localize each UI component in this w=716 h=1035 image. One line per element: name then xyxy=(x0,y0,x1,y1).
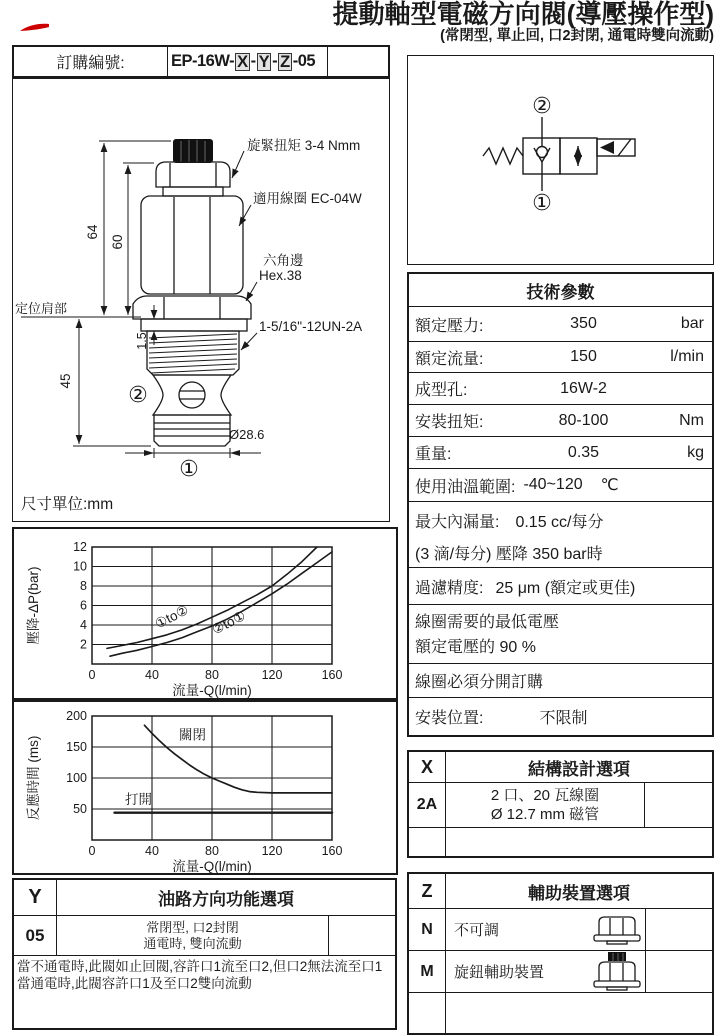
tech-value: 80-100 xyxy=(558,411,609,429)
tech-row-temperature xyxy=(409,469,712,502)
tech-note: 線圈必須分開訂購 xyxy=(415,674,544,691)
torque-label: 旋緊扭矩 3-4 Nmm xyxy=(247,138,361,153)
x-row-code: 2A xyxy=(409,783,446,827)
tech-value: 25 μm (額定或更佳) xyxy=(495,579,636,597)
svg-text:6: 6 xyxy=(80,598,87,613)
tech-value: 150 xyxy=(570,348,597,365)
y-table-title: 油路方向功能選項 xyxy=(158,890,294,909)
svg-text:200: 200 xyxy=(66,709,87,723)
pressure-drop-chart-box xyxy=(12,527,398,700)
hex-nut-icon xyxy=(593,915,641,945)
z-table-title: 輔助裝置選項 xyxy=(528,883,630,903)
x-table-title: 結構設計選項 xyxy=(528,759,630,779)
svg-text:2: 2 xyxy=(80,637,87,652)
tech-label: 重量: xyxy=(415,446,452,463)
shoulder-label: 定位肩部 xyxy=(15,301,68,316)
tech-unit: bar xyxy=(680,315,704,332)
z-row-code: N xyxy=(409,909,446,950)
tech-label: 最大內漏量: xyxy=(415,514,500,531)
order-number-label: 訂購編號: xyxy=(56,55,125,72)
dim-45: 45 xyxy=(58,373,73,389)
tech-value: 0.15 cc/每分 xyxy=(515,514,604,531)
tech-note: (3 滴/每分) 壓降 350 bar時 xyxy=(415,546,603,563)
svg-text:100: 100 xyxy=(66,771,87,785)
tech-value: 0.35 xyxy=(567,443,600,461)
z-table-row-n xyxy=(409,909,712,951)
y-note-line2: 當通電時,此閥容許口1及至口2雙向流動 xyxy=(17,976,252,991)
tech-label: 過濾精度: xyxy=(415,579,484,597)
x-table-row-2a xyxy=(409,783,712,828)
order-code xyxy=(167,47,328,76)
y-table-note xyxy=(14,956,395,994)
thread-label: 1-5/16"-12UN-2A xyxy=(259,319,363,334)
hex-label-line2: Hex.38 xyxy=(259,268,302,283)
response-time-chart xyxy=(14,702,396,873)
z-table-code: Z xyxy=(409,874,446,908)
svg-text:160: 160 xyxy=(321,668,343,682)
dimension-unit-note: 尺寸單位:mm xyxy=(21,496,114,513)
order-option-z: Z xyxy=(280,52,290,71)
coil-label: 適用線圈 EC-04W xyxy=(253,191,362,206)
svg-text:4: 4 xyxy=(80,618,87,632)
y-option-table xyxy=(12,878,397,1030)
tech-row-mounting xyxy=(409,698,712,735)
svg-text:160: 160 xyxy=(321,844,343,858)
svg-text:150: 150 xyxy=(66,740,87,754)
tech-title: 技術參數 xyxy=(409,274,712,307)
tech-row-filtration xyxy=(409,568,712,605)
valve-drawing-box xyxy=(12,78,390,522)
symbol-port-top: ② xyxy=(532,93,552,118)
svg-text:50: 50 xyxy=(73,802,87,816)
tech-value: -40~120 xyxy=(523,476,583,493)
z-table-row-m xyxy=(409,951,712,993)
svg-text:40: 40 xyxy=(145,844,159,858)
order-number-box xyxy=(12,45,390,78)
svg-text:0: 0 xyxy=(88,668,96,682)
tech-row-weight xyxy=(409,437,712,469)
symbol-port-bottom: ① xyxy=(532,190,552,215)
tech-unit: ℃ xyxy=(600,477,619,494)
svg-text:關閉: 關閉 xyxy=(179,727,206,743)
hydraulic-symbol xyxy=(408,56,712,263)
svg-text:8: 8 xyxy=(80,579,87,593)
order-dash-2: - xyxy=(272,52,278,70)
page-title: 提動軸型電磁方向閥(導壓操作型) xyxy=(332,0,714,29)
svg-text:120: 120 xyxy=(261,668,283,682)
svg-text:打開: 打開 xyxy=(125,792,152,808)
svg-text:10: 10 xyxy=(73,559,87,574)
svg-text:80: 80 xyxy=(205,844,219,858)
dim-60: 60 xyxy=(110,234,125,250)
y-table-row-05 xyxy=(14,916,395,956)
drawing-labels xyxy=(15,137,362,513)
tech-parameters-table xyxy=(407,272,714,737)
port-2-marker: ② xyxy=(128,382,148,407)
svg-text:反應時間 (ms): 反應時間 (ms) xyxy=(26,735,41,821)
tech-unit: Nm xyxy=(679,411,704,429)
order-code-prefix: EP-16W- xyxy=(171,52,235,70)
tech-row-coil-order xyxy=(409,664,712,698)
tech-value: 不限制 xyxy=(539,710,588,727)
y-row-desc-line1: 常閉型, 口2封閉 xyxy=(146,919,239,935)
z-table-empty-row xyxy=(409,993,712,1033)
page-title-block xyxy=(294,0,714,45)
dim-1-5: 1.5 xyxy=(135,332,149,350)
tech-label: 安裝扭矩: xyxy=(415,414,484,431)
y-row-empty-cell xyxy=(328,916,395,955)
svg-text:12: 12 xyxy=(73,540,87,554)
tech-row-leakage xyxy=(409,502,712,568)
page-subtitle: (常閉型, 單止回, 口2封閉, 通電時雙向流動) xyxy=(440,28,714,44)
dim-64: 64 xyxy=(85,224,100,240)
tech-row-cavity xyxy=(409,373,712,405)
tech-value: 350 xyxy=(570,315,597,332)
svg-text:0: 0 xyxy=(88,844,96,858)
y-row-desc-line2: 通電時, 雙向流動 xyxy=(143,935,242,951)
tech-value: 16W-2 xyxy=(560,379,607,397)
x-row-desc-line1: 2 口、20 瓦線圈 xyxy=(490,787,600,804)
svg-text:120: 120 xyxy=(261,844,283,858)
tech-label: 成型孔: xyxy=(415,382,468,399)
tech-label: 額定壓力: xyxy=(415,317,484,335)
tech-unit: kg xyxy=(687,443,704,461)
x-table-code: X xyxy=(409,752,446,782)
tech-row-torque xyxy=(409,405,712,437)
tech-unit: l/min xyxy=(670,348,704,365)
svg-text:②to①: ②to① xyxy=(209,607,248,638)
x-row-desc-line2: Ø 12.7 mm 磁管 xyxy=(490,806,600,823)
tech-row-min-voltage xyxy=(409,605,712,664)
y-table-code: Y xyxy=(14,880,57,915)
hex-label-line1: 六角邊 xyxy=(263,253,304,268)
tech-note: 額定電壓的 90 % xyxy=(415,639,536,656)
order-dash-1: - xyxy=(250,52,256,70)
tech-row-flow xyxy=(409,342,712,373)
port-1-marker: ① xyxy=(179,456,199,481)
svg-text:80: 80 xyxy=(205,668,219,682)
pressure-drop-chart xyxy=(14,529,396,698)
order-code-suffix: -05 xyxy=(292,52,316,70)
tech-label: 安裝位置: xyxy=(415,710,484,727)
knob-icon xyxy=(593,952,641,992)
red-logo-swoosh-icon xyxy=(18,21,52,36)
tech-label: 使用油溫範圍: xyxy=(415,478,516,496)
order-option-y: Y xyxy=(258,52,270,71)
z-row-label: 不可調 xyxy=(454,922,500,939)
svg-text:流量-Q(l/min): 流量-Q(l/min) xyxy=(172,859,252,873)
x-option-table xyxy=(407,750,714,858)
hydraulic-symbol-box xyxy=(407,55,714,265)
y-note-line1: 當不通電時,此閥如止回閥,容許口1流至口2,但口2無法流至口1 xyxy=(17,959,383,974)
svg-text:壓降-ΔP(bar): 壓降-ΔP(bar) xyxy=(26,566,41,645)
svg-text:①to②: ①to② xyxy=(152,602,191,632)
x-row-empty-cell xyxy=(644,783,712,827)
x-table-empty-row xyxy=(409,828,712,856)
z-option-table xyxy=(407,872,714,1035)
response-time-chart-box xyxy=(12,700,398,875)
valve-drawing xyxy=(13,79,388,519)
y-row-code: 05 xyxy=(14,916,57,955)
tech-note: 線圈需要的最低電壓 xyxy=(415,614,560,631)
z-row-code: M xyxy=(409,951,446,992)
svg-text:流量-Q(l/min): 流量-Q(l/min) xyxy=(172,683,252,698)
svg-text:40: 40 xyxy=(145,668,159,682)
tech-row-pressure xyxy=(409,307,712,342)
dim-diameter: Ø28.6 xyxy=(229,427,265,442)
symbol-graphics xyxy=(483,93,635,215)
z-row-empty-cell xyxy=(645,951,712,992)
order-option-x: X xyxy=(237,52,248,71)
valve-outline xyxy=(133,139,251,446)
dimension-lines xyxy=(21,141,261,458)
tech-label: 額定流量: xyxy=(415,350,484,368)
z-row-label: 旋鈕輔助裝置 xyxy=(454,964,545,981)
z-row-empty-cell xyxy=(645,909,712,950)
